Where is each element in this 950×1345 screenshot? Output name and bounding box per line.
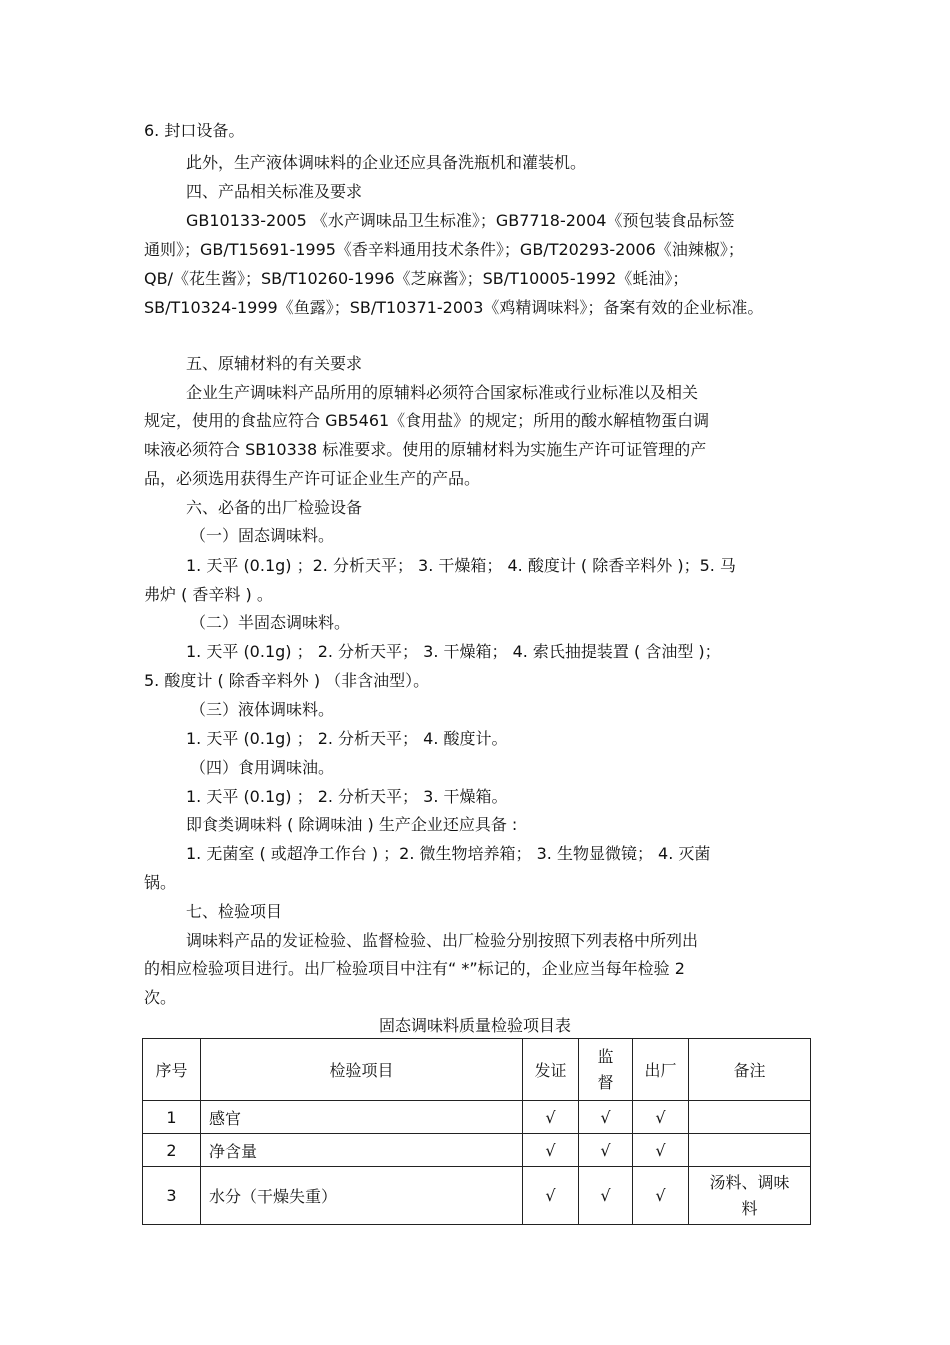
cell-item: 水分（干燥失重） [201, 1167, 523, 1225]
table-row [143, 1167, 811, 1225]
text-line: 的相应检验项目进行。出厂检验项目中注有“ *”标记的，企业应当每年检验 2 [144, 959, 685, 978]
text-line: 通则》；GB/T15691-1995《香辛料通用技术条件》；GB/T20293-2006《油辣椒》； [144, 240, 744, 259]
cell-no: 2 [143, 1134, 201, 1167]
text-line: 1. 天平 (0.1g) ； 2. 分析天平； 3. 干燥箱。 [186, 787, 508, 806]
text-line: 1. 天平 (0.1g) ； 2. 分析天平； 3. 干燥箱； 4. 索氏抽提装置 ( 含油型 )； [186, 642, 721, 661]
header-note: 备注 [689, 1039, 811, 1101]
header-supervise [579, 1039, 633, 1101]
cell-supervise: √ [579, 1101, 633, 1134]
text-line: 即食类调味料 ( 除调味油 ) 生产企业还应具备 : [186, 815, 518, 834]
header-supervise-line1: 监 [597, 1046, 614, 1066]
cell-item: 感官 [201, 1101, 523, 1134]
header-no: 序号 [143, 1039, 201, 1101]
text-line: 味液必须符合 SB10338 标准要求。使用的原辅材料为实施生产许可证管理的产 [144, 440, 707, 459]
text-line: 次。 [144, 988, 177, 1007]
cell-factory: √ [633, 1167, 689, 1225]
cell-note-line1: 汤料、调味 [709, 1172, 790, 1192]
cell-note [689, 1134, 811, 1167]
cell-cert: √ [523, 1134, 579, 1167]
header-factory: 出厂 [633, 1039, 689, 1101]
cell-note-line2: 料 [741, 1198, 758, 1218]
text-line: 调味料产品的发证检验、监督检验、出厂检验分别按照下列表格中所列出 [186, 931, 699, 950]
section-heading: 四、产品相关标准及要求 [186, 182, 363, 201]
subsection-heading: （三）液体调味料。 [190, 700, 335, 719]
subsection-heading: （二）半固态调味料。 [190, 613, 351, 632]
section-heading: 五、原辅材料的有关要求 [186, 354, 363, 373]
cell-cert: √ [523, 1167, 579, 1225]
table-header-row [143, 1039, 811, 1101]
table-caption: 固态调味料质量检验项目表 [378, 1016, 571, 1035]
section-heading: 六、必备的出厂检验设备 [186, 498, 363, 517]
cell-no: 3 [143, 1167, 201, 1225]
subsection-heading: （一）固态调味料。 [190, 526, 335, 545]
cell-supervise: √ [579, 1167, 633, 1225]
table-row [143, 1134, 811, 1167]
cell-note [689, 1167, 811, 1225]
cell-factory: √ [633, 1101, 689, 1134]
text-line: QB/《花生酱》；SB/T10260-1996《芝麻酱》；SB/T10005-1992《蚝油》； [144, 269, 689, 288]
inspection-table [142, 1038, 811, 1225]
cell-item: 净含量 [201, 1134, 523, 1167]
header-supervise-line2: 督 [597, 1072, 614, 1092]
cell-note [689, 1101, 811, 1134]
table-row [143, 1101, 811, 1134]
header-item: 检验项目 [201, 1039, 523, 1101]
text-line: 此外，生产液体调味料的企业还应具备洗瓶机和灌装机。 [186, 153, 587, 172]
text-line: 6. 封口设备。 [144, 121, 245, 140]
text-line: 1. 天平 (0.1g) ；2. 分析天平； 3. 干燥箱； 4. 酸度计 ( 除香辛料外 )；5. 马 [186, 556, 736, 575]
text-line: 品，必须选用获得生产许可证企业生产的产品。 [144, 469, 481, 488]
cell-factory: √ [633, 1134, 689, 1167]
text-line: SB/T10324-1999《鱼露》；SB/T10371-2003《鸡精调味料》；备案有效的企业标准。 [144, 298, 764, 317]
cell-supervise: √ [579, 1134, 633, 1167]
header-cert: 发证 [523, 1039, 579, 1101]
text-line: 企业生产调味料产品所用的原辅料必须符合国家标准或行业标准以及相关 [186, 383, 699, 402]
text-line: 5. 酸度计 ( 除香辛料外 ) （非含油型）。 [144, 671, 430, 690]
text-line: GB10133-2005 《水产调味品卫生标准》；GB7718-2004《预包装食品标签 [186, 211, 735, 230]
text-line: 锅。 [144, 873, 177, 892]
text-line: 1. 无菌室 ( 或超净工作台 ) ；2. 微生物培养箱； 3. 生物显微镜； 4. 灭菌 [186, 844, 711, 863]
text-line: 规定，使用的食盐应符合 GB5461《食用盐》的规定；所用的酸水解植物蛋白调 [144, 411, 710, 430]
text-line: 弗炉 ( 香辛料 ) 。 [144, 585, 273, 604]
cell-no: 1 [143, 1101, 201, 1134]
subsection-heading: （四）食用调味油。 [190, 758, 335, 777]
section-heading: 七、检验项目 [186, 902, 283, 921]
cell-cert: √ [523, 1101, 579, 1134]
text-line: 1. 天平 (0.1g) ； 2. 分析天平； 4. 酸度计。 [186, 729, 508, 748]
